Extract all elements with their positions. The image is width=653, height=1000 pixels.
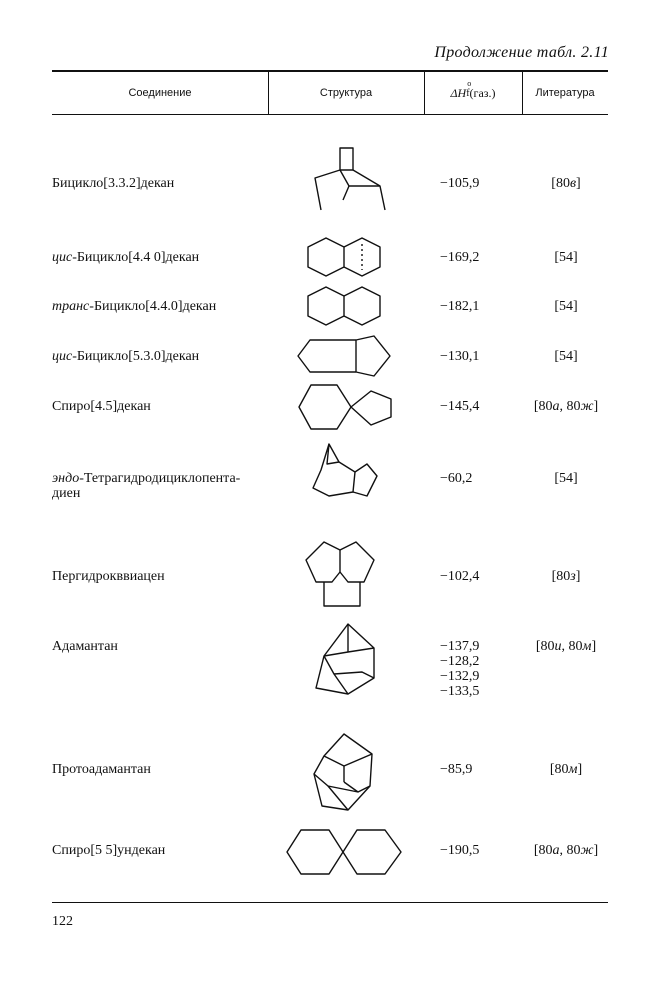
structure-bicyclo-332-decane <box>305 140 395 218</box>
literature-ref <box>524 639 608 654</box>
compound-name: Протоадамантан <box>52 762 151 777</box>
literature-ref <box>524 762 608 777</box>
compound-name: Бицикло[3.3.2]декан <box>52 176 175 191</box>
literature-ref-part: ] <box>575 569 581 584</box>
literature-ref-part: з <box>570 569 576 584</box>
literature-ref <box>524 250 608 265</box>
literature-ref-part: , 80 <box>561 639 583 654</box>
literature-ref-part: [80 <box>533 843 553 858</box>
literature-ref-part: [54] <box>554 299 578 314</box>
literature-ref <box>524 349 608 364</box>
literature-ref-part: а <box>552 399 560 414</box>
compound-name: транс-Бицикло[4.4.0]декан <box>52 299 217 314</box>
enthalpy-phase: (газ.) <box>469 85 496 100</box>
enthalpy-value: −190,5 <box>440 843 480 858</box>
header-enthalpy <box>424 72 522 114</box>
literature-ref-part: и <box>554 639 562 654</box>
table-continuation-caption: Продолжение табл. 2.11 <box>434 44 609 61</box>
structure-trans-decalin <box>306 285 386 327</box>
literature-ref-part: в <box>569 176 577 191</box>
structure-adamantane <box>312 622 378 698</box>
enthalpy-value: −133,5 <box>440 684 480 699</box>
table-header-rule <box>52 114 608 115</box>
literature-ref-part: ж <box>580 399 594 414</box>
compound-name: цис-Бицикло[5.3.0]декан <box>52 349 200 364</box>
enthalpy-value: −145,4 <box>440 399 480 414</box>
enthalpy-value: −132,9 <box>440 669 480 684</box>
compound-name: цис-Бицикло[4.4 0]декан <box>52 250 200 265</box>
header-literature: Литература <box>535 87 595 99</box>
literature-ref-part: [54] <box>554 349 578 364</box>
enthalpy-value: −137,9 <box>440 639 480 654</box>
structure-perhydroquinacene <box>302 538 382 610</box>
literature-ref-part: [80 <box>551 569 571 584</box>
enthalpy-symbol: ΔH <box>450 85 467 100</box>
enthalpy-value: −85,9 <box>440 762 473 777</box>
literature-ref-part: ] <box>593 399 599 414</box>
literature-ref <box>524 299 608 314</box>
literature-ref-part: [54] <box>554 471 578 486</box>
enthalpy-value: −130,1 <box>440 349 480 364</box>
compound-name: Адамантан <box>52 639 118 654</box>
literature-ref-part: ] <box>593 843 599 858</box>
literature-ref-part: ] <box>577 762 583 777</box>
literature-ref-part: м <box>582 639 592 654</box>
literature-ref <box>524 399 608 414</box>
enthalpy-value: −128,2 <box>440 654 480 669</box>
enthalpy-value: −60,2 <box>440 471 473 486</box>
enthalpy-value: −102,4 <box>440 569 480 584</box>
table-bottom-rule <box>52 902 608 903</box>
literature-ref <box>524 843 608 858</box>
literature-ref-part: [80 <box>549 762 569 777</box>
literature-ref-part: ж <box>580 843 594 858</box>
literature-ref-part: [80 <box>551 176 570 191</box>
structure-bicyclo-530-decane <box>296 334 394 378</box>
page-number: 122 <box>52 914 73 929</box>
literature-ref <box>524 471 608 486</box>
literature-ref <box>524 176 608 191</box>
compound-name: эндо-Тетрагидродициклопента-диен <box>52 471 241 501</box>
literature-ref-part: ] <box>591 639 597 654</box>
literature-ref <box>524 569 608 584</box>
enthalpy-value: −105,9 <box>440 176 480 191</box>
compound-name: Пергидрокввиацен <box>52 569 165 584</box>
header-structure: Структура <box>319 87 373 99</box>
enthalpy-value: −182,1 <box>440 299 480 314</box>
compound-name: Спиро[5 5]ундекан <box>52 843 166 858</box>
enthalpy-value: −169,2 <box>440 250 480 265</box>
literature-ref-part: , 80 <box>559 399 581 414</box>
structure-endo-tetrahydrodicyclopentadiene <box>305 440 381 500</box>
structure-cis-decalin <box>306 236 386 278</box>
structure-spiro-45-decane <box>297 383 395 431</box>
literature-ref-part: ] <box>576 176 581 191</box>
literature-ref-part: а <box>552 843 560 858</box>
literature-ref-part: [54] <box>554 250 578 265</box>
structure-protoadamantane <box>308 732 380 814</box>
enthalpy-subscript: o f <box>466 88 469 99</box>
literature-ref-part: м <box>568 762 578 777</box>
structure-spiro-55-undecane <box>285 827 405 877</box>
enthalpy-values <box>440 639 510 699</box>
header-compound: Соединение <box>128 87 192 99</box>
literature-ref-part: [80 <box>535 639 555 654</box>
compound-name: Спиро[4.5]декан <box>52 399 151 414</box>
literature-ref-part: , 80 <box>559 843 581 858</box>
literature-ref-part: [80 <box>533 399 553 414</box>
